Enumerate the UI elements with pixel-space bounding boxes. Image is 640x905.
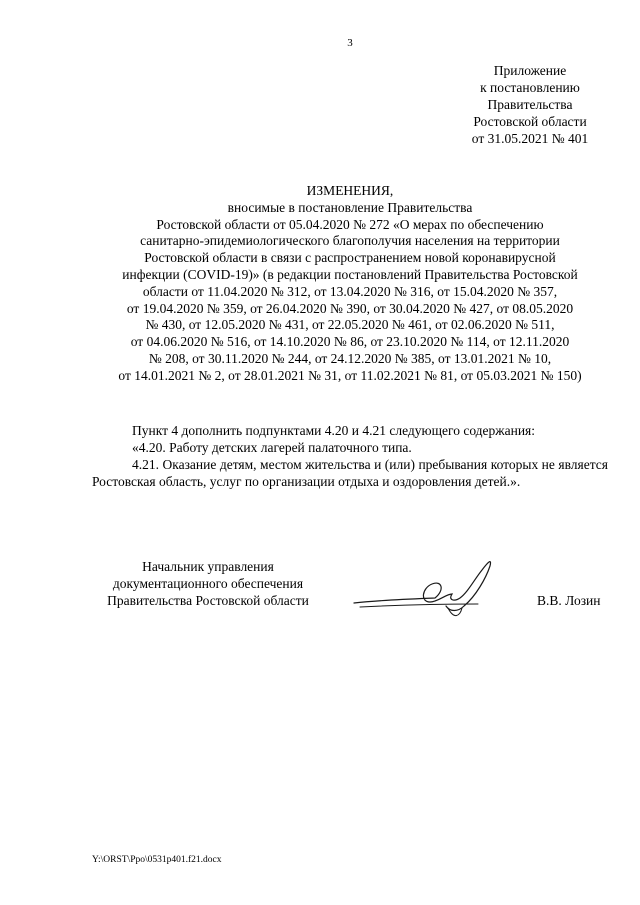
appendix-line: от 31.05.2021 № 401 xyxy=(471,131,589,146)
signer-title-line: Правительства Ростовской области xyxy=(107,592,309,608)
page-number: 3 xyxy=(347,37,353,49)
appendix-line: Приложение xyxy=(493,63,567,78)
title-line: от 19.04.2020 № 359, от 26.04.2020 № 390, от 30.04.2020 № 427, от 08.05.2020 xyxy=(126,300,574,316)
title-line: санитарно-эпидемиологического благополучия населения на территории xyxy=(140,233,560,249)
document-body xyxy=(92,422,608,490)
title-line: Ростовской области в связи с распространением новой коронавирусной xyxy=(144,250,556,266)
title-heading: ИЗМЕНЕНИЯ, xyxy=(306,183,394,198)
appendix-line: Правительства xyxy=(487,97,573,112)
appendix-line: к постановлению xyxy=(480,80,580,95)
handwritten-signature xyxy=(350,550,520,630)
signer-name: В.В. Лозин xyxy=(537,593,601,608)
signer-title-line: Начальник управления xyxy=(142,559,274,574)
title-line: от 04.06.2020 № 516, от 14.10.2020 № 86, от 23.10.2020 № 114, от 12.11.2020 xyxy=(130,334,570,350)
title-line: от 14.01.2021 № 2, от 28.01.2021 № 31, от 11.02.2021 № 81, от 05.03.2021 № 150) xyxy=(118,367,582,383)
title-line: № 208, от 30.11.2020 № 244, от 24.12.2020 № 385, от 13.01.2021 № 10, xyxy=(148,350,552,366)
body-paragraph: Пункт 4 дополнить подпунктами 4.20 и 4.21 следующего содержания: xyxy=(132,423,536,438)
signer-title-line: документационного обеспечения xyxy=(112,575,304,591)
body-paragraph: «4.20. Работу детских лагерей палаточного типа. xyxy=(132,440,412,455)
appendix-line: Ростовской области xyxy=(473,114,587,129)
body-paragraph: 4.21. Оказание детям, местом жительства и (или) пребывания которых не является Ростовская область, услуг по организации отдыха и оздоровления детей.». xyxy=(92,457,608,489)
signature-underline xyxy=(360,604,478,607)
title-line: вносимые в постановление Правительства xyxy=(227,199,473,215)
title-line: Ростовской области от 05.04.2020 № 272 «О мерах по обеспечению xyxy=(156,216,544,232)
title-line: № 430, от 12.05.2020 № 431, от 22.05.2020 № 461, от 02.06.2020 № 511, xyxy=(145,317,555,333)
title-line: области от 11.04.2020 № 312, от 13.04.2020 № 316, от 15.04.2020 № 357, xyxy=(142,283,558,299)
footer-file-path: Y:\ORST\Ppo\0531p401.f21.docx xyxy=(92,855,222,865)
document-title xyxy=(80,183,620,385)
appendix-block xyxy=(430,62,630,147)
signer-title xyxy=(78,559,338,609)
signature-stroke xyxy=(354,562,491,611)
title-line: инфекции (COVID-19)» (в редакции постановлений Правительства Ростовской xyxy=(122,266,578,282)
